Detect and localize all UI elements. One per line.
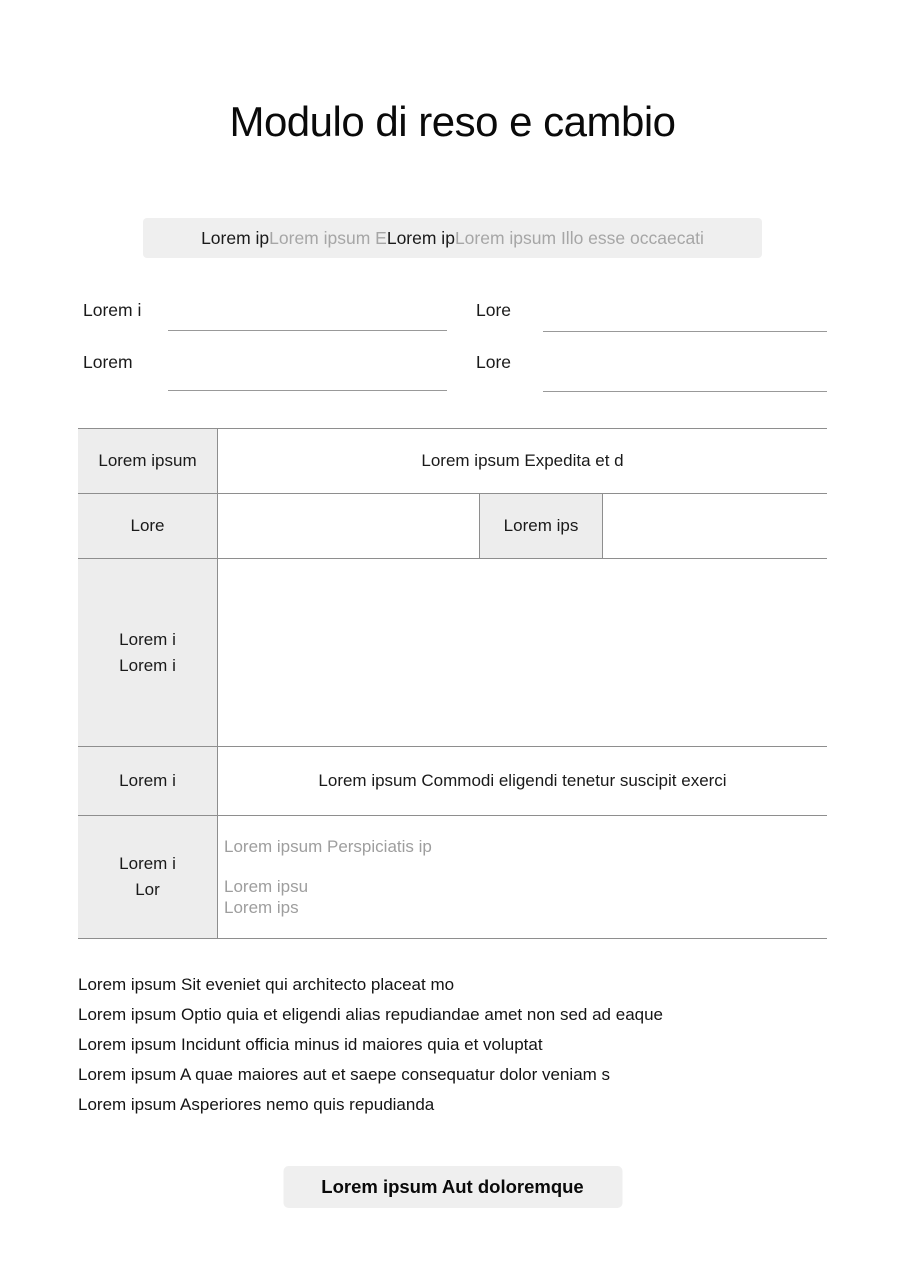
notice-segment: Lorem ipsum E — [269, 227, 387, 248]
details-table — [78, 428, 827, 939]
table-write-area — [218, 559, 827, 746]
notice-segment: Lorem ipsum Illo esse occaecati — [454, 227, 704, 248]
notice-bar — [143, 218, 762, 258]
form-field-label: Lore — [476, 352, 512, 372]
form-field-label: Lorem — [83, 352, 133, 372]
table-row-content — [218, 494, 827, 558]
form-field-input-1[interactable] — [168, 307, 447, 331]
table-row-content — [218, 816, 827, 938]
page-title: Modulo di reso e cambio — [229, 98, 676, 145]
form-field-label: Lore — [476, 300, 512, 320]
table-header-chip: Lorem ips — [479, 494, 603, 558]
table-row-label-line: Lor — [135, 880, 160, 899]
submit-button[interactable]: Lorem ipsum Aut doloremque — [283, 1166, 622, 1208]
table-row-label-line: Lorem i — [119, 854, 176, 873]
table-row-label: Lorem i — [78, 747, 218, 815]
note-line: Lorem ipsum Optio quia et eligendi alias repudiandae amet non sed ad eaque — [78, 1005, 664, 1024]
note-line: Lorem ipsum A quae maiores aut et saepe consequatur dolor veniam s — [78, 1065, 611, 1084]
placeholder-text: Lorem ipsu — [224, 877, 309, 896]
table-row — [78, 559, 827, 747]
table-row — [78, 747, 827, 816]
form-field-input-2[interactable] — [543, 308, 827, 332]
notice-segment: Lorem ip — [201, 227, 270, 248]
placeholder-text: Lorem ipsum Perspiciatis ip — [224, 837, 432, 856]
table-row — [78, 494, 827, 559]
table-row — [78, 816, 827, 939]
table-row — [78, 429, 827, 494]
note-line: Lorem ipsum Sit eveniet qui architecto placeat mo — [78, 975, 455, 994]
note-line: Lorem ipsum Incidunt officia minus id maiores quia et voluptat — [78, 1035, 543, 1054]
table-row-content: Lorem ipsum Expedita et d — [421, 451, 624, 470]
form-field-input-3[interactable] — [168, 367, 447, 391]
table-row-label-line: Lorem i — [119, 629, 176, 649]
placeholder-text: Lorem ips — [224, 898, 299, 917]
contact-form — [78, 290, 827, 428]
notes-list — [78, 970, 868, 1120]
table-row-label-line: Lorem i — [119, 655, 176, 675]
table-row-content: Lorem ipsum Commodi eligendi tenetur suscipit exerci — [318, 771, 727, 790]
table-row-label: Lore — [78, 494, 218, 558]
form-field-label: Lorem i — [83, 300, 142, 320]
notice-segment: Lorem ip — [386, 227, 455, 248]
table-row-label — [78, 559, 218, 746]
form-field-input-4[interactable] — [543, 368, 827, 392]
table-row-label — [78, 816, 218, 938]
table-row-label: Lorem ipsum — [78, 429, 218, 493]
note-line: Lorem ipsum Asperiores nemo quis repudianda — [78, 1095, 435, 1114]
